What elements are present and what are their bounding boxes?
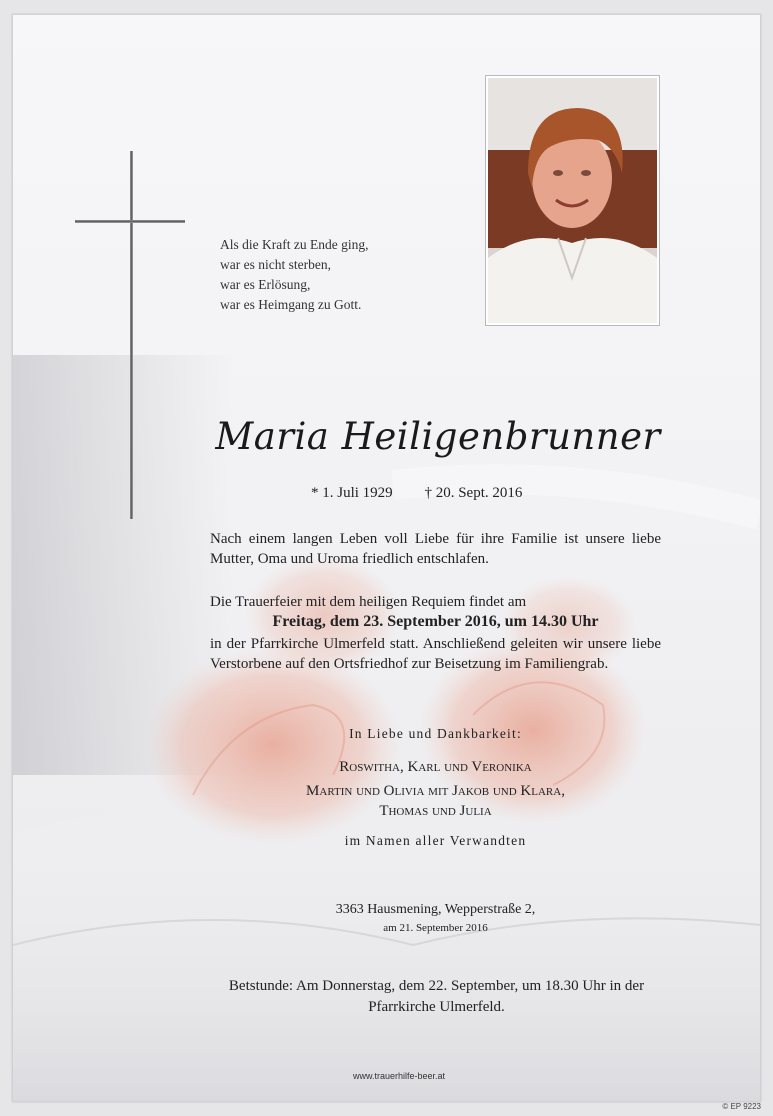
cross-vertical-beam xyxy=(130,151,133,519)
life-dates xyxy=(311,485,550,502)
poem-line: war es Erlösung, xyxy=(220,277,311,292)
poem xyxy=(220,235,368,315)
poem-line: Als die Kraft zu Ende ging, xyxy=(220,237,369,252)
funeral-details: in der Pfarrkirche Ulmerfeld statt. Anschließend geleiten wir unsere liebe Verstorbene auf den Ortsfriedhof zur Beisetzung im Familiengrab. xyxy=(210,636,661,672)
family-line: Thomas und Julia xyxy=(379,803,492,819)
poem-line: war es nicht sterben, xyxy=(220,257,331,272)
in-liebe-line: In Liebe und Dankbarkeit: xyxy=(349,726,522,741)
family-line: Martin und Olivia mit Jakob und Klara, xyxy=(306,783,565,799)
betstunde-notice: Betstunde: Am Donnerstag, dem 22. September, um 18.30 Uhr in der Pfarrkirche Ulmerfeld. xyxy=(228,978,645,1015)
deceased-name: Maria Heiligenbrunner xyxy=(215,415,661,458)
cross-horizontal-beam xyxy=(75,220,185,223)
birth-date: * 1. Juli 1929 xyxy=(311,485,393,501)
address-date: am 21. September 2016 xyxy=(383,922,488,934)
address-line: 3363 Hausmening, Wepperstraße 2, xyxy=(335,902,536,917)
poem-line: war es Heimgang zu Gott. xyxy=(220,297,362,312)
website-footer: www.trauerhilfe-beer.at xyxy=(353,1071,446,1081)
funeral-date: Freitag, dem 23. September 2016, um 14.30 Uhr xyxy=(272,613,599,630)
death-date: † 20. Sept. 2016 xyxy=(424,485,523,501)
funeral-intro: Die Trauerfeier mit dem heiligen Requiem findet am xyxy=(210,594,527,610)
portrait-photo xyxy=(485,75,660,326)
family-line: Roswitha, Karl und Veronika xyxy=(339,759,532,775)
im-namen-line: im Namen aller Verwandten xyxy=(344,833,527,848)
announcement-paragraph: Nach einem langen Leben voll Liebe für ihre Familie ist unsere liebe Mutter, Oma und Uroma friedlich entschlafen. xyxy=(210,531,661,567)
obituary-sheet xyxy=(12,14,761,1102)
ep-code: © EP 9223 xyxy=(722,1102,761,1111)
